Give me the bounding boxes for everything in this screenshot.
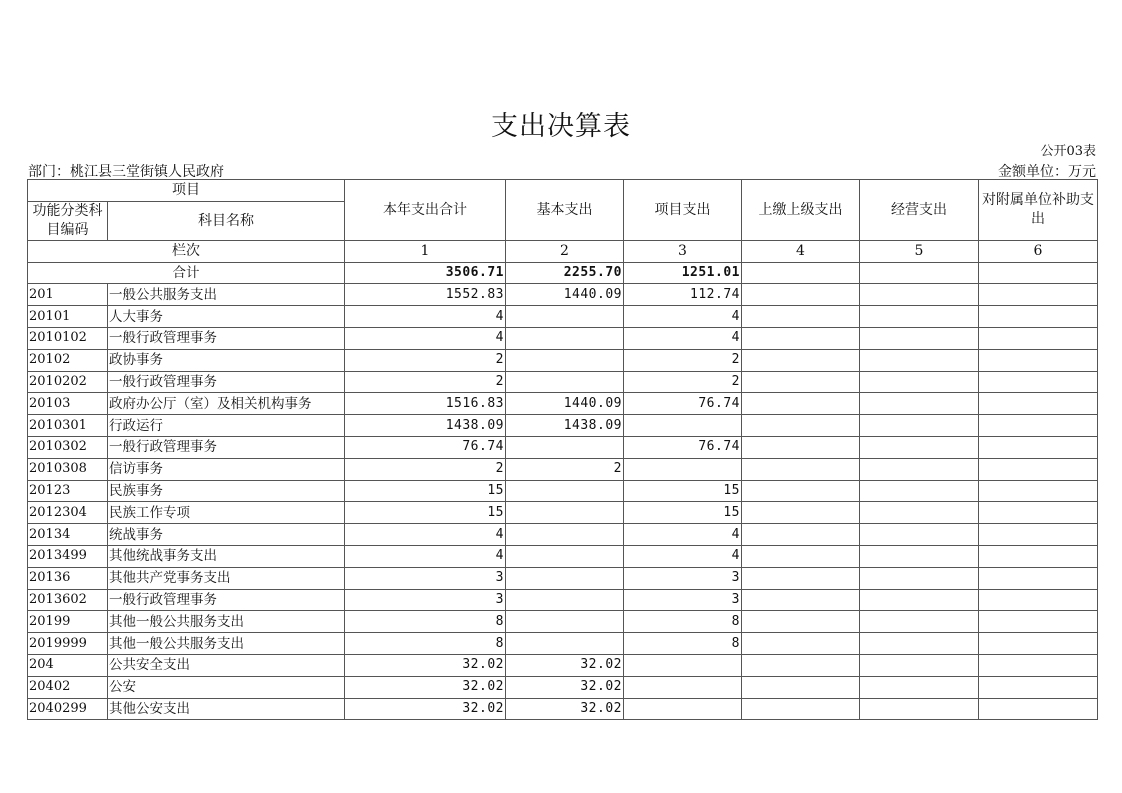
project-amount: 3 <box>624 589 742 611</box>
basic-amount <box>506 589 624 611</box>
upper-amount <box>742 654 860 676</box>
upper-amount <box>742 480 860 502</box>
table-row <box>28 545 1098 567</box>
subject-code: 20102 <box>28 349 108 371</box>
subject-code: 2010308 <box>28 458 108 480</box>
basic-amount: 1438.09 <box>506 415 624 437</box>
project-amount: 15 <box>624 502 742 524</box>
header-project-expense: 项目支出 <box>624 180 742 241</box>
total-amount: 32.02 <box>345 676 506 698</box>
subject-code: 2040299 <box>28 698 108 720</box>
total-amount: 2 <box>345 371 506 393</box>
basic-amount <box>506 436 624 458</box>
basic-amount <box>506 371 624 393</box>
total-basic: 2255.70 <box>506 262 624 284</box>
subsidy-amount <box>979 698 1098 720</box>
subject-name: 一般行政管理事务 <box>108 327 345 349</box>
subject-name: 行政运行 <box>108 415 345 437</box>
total-amount: 3 <box>345 567 506 589</box>
operation-amount <box>860 306 979 328</box>
total-project: 1251.01 <box>624 262 742 284</box>
basic-amount: 1440.09 <box>506 393 624 415</box>
table-row <box>28 458 1098 480</box>
total-label: 合计 <box>28 262 345 284</box>
subject-code: 20136 <box>28 567 108 589</box>
table-row <box>28 502 1098 524</box>
subsidy-amount <box>979 393 1098 415</box>
table-row <box>28 393 1098 415</box>
basic-amount <box>506 480 624 502</box>
subsidy-amount <box>979 633 1098 655</box>
basic-amount <box>506 327 624 349</box>
empty-cell <box>979 262 1098 284</box>
upper-amount <box>742 567 860 589</box>
col-num: 3 <box>624 240 742 262</box>
subsidy-amount <box>979 458 1098 480</box>
header-project: 项目 <box>28 180 345 202</box>
form-number: 公开03表 <box>1040 144 1096 159</box>
total-row <box>28 262 1098 284</box>
operation-amount <box>860 545 979 567</box>
upper-amount <box>742 524 860 546</box>
subsidy-amount <box>979 524 1098 546</box>
total-amount: 15 <box>345 480 506 502</box>
upper-amount <box>742 458 860 480</box>
upper-amount <box>742 327 860 349</box>
department-label: 部门：桃江县三堂街镇人民政府 <box>28 164 224 180</box>
subject-name: 其他一般公共服务支出 <box>108 611 345 633</box>
table-row <box>28 436 1098 458</box>
project-amount: 8 <box>624 633 742 655</box>
subsidy-amount <box>979 415 1098 437</box>
header-func-code: 功能分类科目编码 <box>28 201 108 240</box>
subject-name: 公共安全支出 <box>108 654 345 676</box>
empty-cell <box>860 262 979 284</box>
subject-code: 20199 <box>28 611 108 633</box>
project-amount: 15 <box>624 480 742 502</box>
subject-code: 204 <box>28 654 108 676</box>
subsidy-amount <box>979 589 1098 611</box>
basic-amount <box>506 611 624 633</box>
subject-code: 2013602 <box>28 589 108 611</box>
table-row <box>28 676 1098 698</box>
table-row <box>28 698 1098 720</box>
subject-name: 政府办公厅（室）及相关机构事务 <box>108 393 345 415</box>
subject-name: 其他共产党事务支出 <box>108 567 345 589</box>
header-subsidy: 对附属单位补助支出 <box>979 180 1098 241</box>
subject-code: 20103 <box>28 393 108 415</box>
table-row <box>28 633 1098 655</box>
upper-amount <box>742 306 860 328</box>
total-amount: 2 <box>345 458 506 480</box>
subject-code: 2010302 <box>28 436 108 458</box>
subsidy-amount <box>979 327 1098 349</box>
project-amount <box>624 698 742 720</box>
page-title: 支出决算表 <box>491 111 631 142</box>
upper-amount <box>742 698 860 720</box>
subject-code: 20134 <box>28 524 108 546</box>
table-row <box>28 589 1098 611</box>
total-amount: 4 <box>345 545 506 567</box>
subject-name: 信访事务 <box>108 458 345 480</box>
basic-amount <box>506 524 624 546</box>
upper-amount <box>742 371 860 393</box>
project-amount: 76.74 <box>624 393 742 415</box>
total-amount: 1438.09 <box>345 415 506 437</box>
col-num: 4 <box>742 240 860 262</box>
operation-amount <box>860 480 979 502</box>
subsidy-amount <box>979 284 1098 306</box>
subject-name: 公安 <box>108 676 345 698</box>
operation-amount <box>860 502 979 524</box>
subject-name: 一般行政管理事务 <box>108 436 345 458</box>
table-row <box>28 306 1098 328</box>
expenditure-table <box>27 179 1098 720</box>
amount-unit-label: 金额单位：万元 <box>998 164 1096 180</box>
basic-amount <box>506 633 624 655</box>
subject-code: 20402 <box>28 676 108 698</box>
operation-amount <box>860 654 979 676</box>
project-amount: 112.74 <box>624 284 742 306</box>
basic-amount <box>506 567 624 589</box>
project-amount: 2 <box>624 349 742 371</box>
subsidy-amount <box>979 654 1098 676</box>
subsidy-amount <box>979 502 1098 524</box>
project-amount: 2 <box>624 371 742 393</box>
operation-amount <box>860 415 979 437</box>
basic-amount <box>506 545 624 567</box>
operation-amount <box>860 567 979 589</box>
total-amount: 76.74 <box>345 436 506 458</box>
subject-name: 民族工作专项 <box>108 502 345 524</box>
upper-amount <box>742 633 860 655</box>
table-row <box>28 415 1098 437</box>
operation-amount <box>860 524 979 546</box>
subject-code: 2010102 <box>28 327 108 349</box>
total-amount: 4 <box>345 524 506 546</box>
operation-amount <box>860 284 979 306</box>
subject-name: 一般行政管理事务 <box>108 589 345 611</box>
upper-amount <box>742 436 860 458</box>
upper-amount <box>742 611 860 633</box>
project-amount: 3 <box>624 567 742 589</box>
total-value: 3506.71 <box>345 262 506 284</box>
operation-amount <box>860 349 979 371</box>
operation-amount <box>860 589 979 611</box>
upper-amount <box>742 589 860 611</box>
basic-amount <box>506 502 624 524</box>
table-row <box>28 284 1098 306</box>
subject-name: 其他统战事务支出 <box>108 545 345 567</box>
project-amount: 4 <box>624 306 742 328</box>
table-row <box>28 654 1098 676</box>
subject-code: 2012304 <box>28 502 108 524</box>
total-amount: 4 <box>345 306 506 328</box>
upper-amount <box>742 676 860 698</box>
operation-amount <box>860 611 979 633</box>
subject-name: 统战事务 <box>108 524 345 546</box>
operation-amount <box>860 458 979 480</box>
project-amount: 8 <box>624 611 742 633</box>
project-amount <box>624 676 742 698</box>
project-amount: 4 <box>624 524 742 546</box>
subject-name: 人大事务 <box>108 306 345 328</box>
basic-amount: 2 <box>506 458 624 480</box>
total-amount: 1516.83 <box>345 393 506 415</box>
subsidy-amount <box>979 545 1098 567</box>
col-num: 2 <box>506 240 624 262</box>
upper-amount <box>742 415 860 437</box>
subject-name: 政协事务 <box>108 349 345 371</box>
empty-cell <box>742 262 860 284</box>
subject-code: 2010301 <box>28 415 108 437</box>
basic-amount: 32.02 <box>506 698 624 720</box>
upper-amount <box>742 349 860 371</box>
table-row <box>28 327 1098 349</box>
project-amount <box>624 415 742 437</box>
project-amount: 76.74 <box>624 436 742 458</box>
basic-amount: 32.02 <box>506 654 624 676</box>
subsidy-amount <box>979 349 1098 371</box>
operation-amount <box>860 327 979 349</box>
project-amount: 4 <box>624 327 742 349</box>
total-amount: 4 <box>345 327 506 349</box>
subject-name: 民族事务 <box>108 480 345 502</box>
upper-amount <box>742 502 860 524</box>
subsidy-amount <box>979 306 1098 328</box>
subject-code: 2019999 <box>28 633 108 655</box>
table-row <box>28 349 1098 371</box>
subject-name: 一般公共服务支出 <box>108 284 345 306</box>
header-upper: 上缴上级支出 <box>742 180 860 241</box>
subject-name: 一般行政管理事务 <box>108 371 345 393</box>
total-amount: 8 <box>345 611 506 633</box>
operation-amount <box>860 436 979 458</box>
basic-amount <box>506 349 624 371</box>
basic-amount: 1440.09 <box>506 284 624 306</box>
row-label-lanci: 栏次 <box>28 240 345 262</box>
subsidy-amount <box>979 436 1098 458</box>
table-row <box>28 567 1098 589</box>
operation-amount <box>860 393 979 415</box>
header-subject-name: 科目名称 <box>108 201 345 240</box>
table-row <box>28 371 1098 393</box>
total-amount: 32.02 <box>345 698 506 720</box>
table-row <box>28 480 1098 502</box>
table-row <box>28 524 1098 546</box>
subsidy-amount <box>979 611 1098 633</box>
project-amount <box>624 654 742 676</box>
upper-amount <box>742 393 860 415</box>
operation-amount <box>860 676 979 698</box>
upper-amount <box>742 545 860 567</box>
operation-amount <box>860 633 979 655</box>
col-num: 6 <box>979 240 1098 262</box>
basic-amount <box>506 306 624 328</box>
operation-amount <box>860 698 979 720</box>
subject-name: 其他一般公共服务支出 <box>108 633 345 655</box>
total-amount: 3 <box>345 589 506 611</box>
subject-code: 20123 <box>28 480 108 502</box>
header-operation: 经营支出 <box>860 180 979 241</box>
subject-name: 其他公安支出 <box>108 698 345 720</box>
project-amount <box>624 458 742 480</box>
subsidy-amount <box>979 676 1098 698</box>
operation-amount <box>860 371 979 393</box>
subsidy-amount <box>979 480 1098 502</box>
subject-code: 20101 <box>28 306 108 328</box>
total-amount: 8 <box>345 633 506 655</box>
basic-amount: 32.02 <box>506 676 624 698</box>
upper-amount <box>742 284 860 306</box>
project-amount: 4 <box>624 545 742 567</box>
col-num: 5 <box>860 240 979 262</box>
header-basic: 基本支出 <box>506 180 624 241</box>
table-row <box>28 611 1098 633</box>
subsidy-amount <box>979 567 1098 589</box>
total-amount: 1552.83 <box>345 284 506 306</box>
subject-code: 201 <box>28 284 108 306</box>
col-num: 1 <box>345 240 506 262</box>
subsidy-amount <box>979 371 1098 393</box>
total-amount: 2 <box>345 349 506 371</box>
subject-code: 2010202 <box>28 371 108 393</box>
total-amount: 32.02 <box>345 654 506 676</box>
total-amount: 15 <box>345 502 506 524</box>
header-total: 本年支出合计 <box>345 180 506 241</box>
subject-code: 2013499 <box>28 545 108 567</box>
